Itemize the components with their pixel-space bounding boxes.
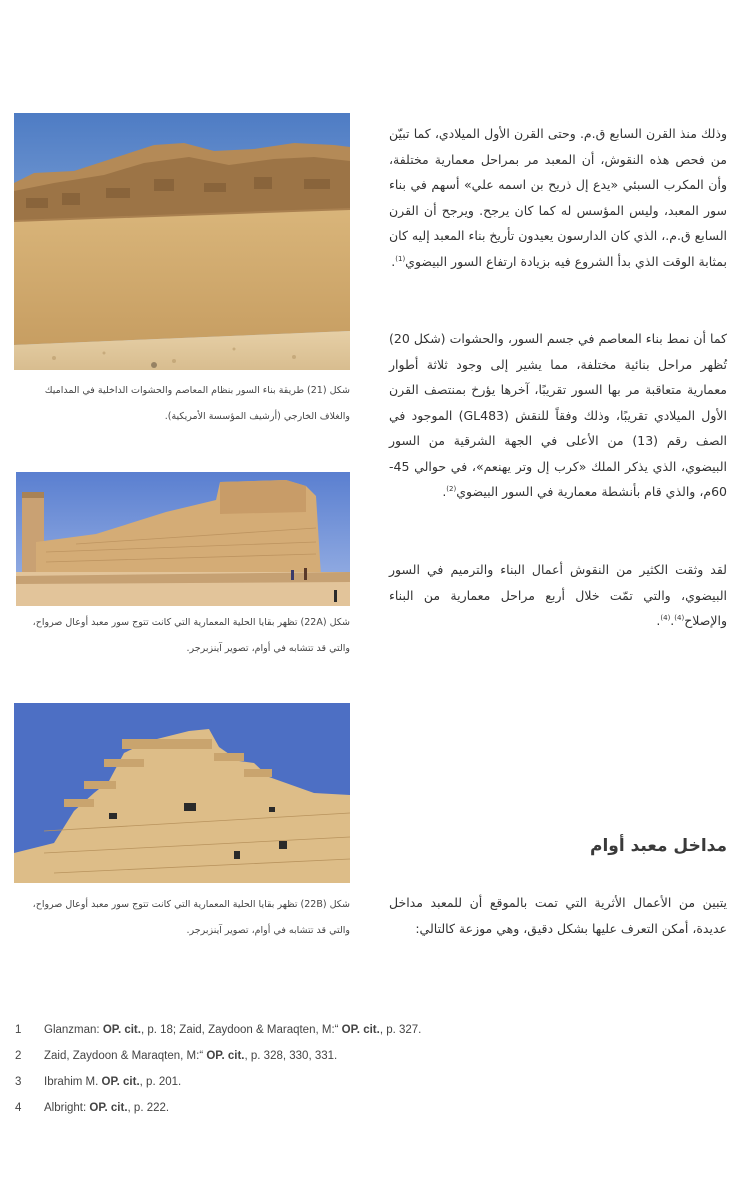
paragraph-3: [389, 557, 727, 634]
footnote-number: 3: [15, 1076, 22, 1088]
paragraph-2: [389, 326, 727, 505]
footnote-segment: Ibrahim M.: [44, 1076, 102, 1088]
footnote-number: 1: [15, 1024, 22, 1036]
paragraph-1: [389, 121, 727, 274]
paragraph-2-text: كما أن نمط بناء المعاصم في جسم السور، والحشوات (شكل 20) تُظهر مراحل بنائية مختلفة، مما يشير إلى وجود ثلاثة أطوار معمارية متعاقبة مر بها السور تقريبًا، آخرها يؤرخ بمنتصف القرن الأول الميلادي تقريبًا، وذلك وفقاً للنقش (GL483) الموجود في الصف رقم (13) من الأعلى في الجهة الشرقية من السور البيضوي، الذي يذكر الملك «كرب إل وتر يهنعم»، في حوالي 45-60م، والذي قام بأنشطة معمارية في السور البيضوي: [389, 331, 728, 499]
paragraph-2-end: .: [442, 484, 447, 499]
footnote-segment: , p. 222.: [127, 1102, 170, 1114]
footnote-segment: Glanzman:: [44, 1024, 103, 1036]
citation-abbrev: OP. cit.: [102, 1024, 141, 1036]
footnote-ref-3[interactable]: (4): [674, 613, 685, 622]
figure-22a-caption: شكل (22A) تظهر بقايا الحلية المعمارية التي كانت تتوج سور معبد أوعال صرواح، والتي قد تتشابه في أوام، تصوير آينزبرجر.: [32, 617, 350, 654]
footnote-item: [0, 1096, 750, 1122]
figure-22a-photo: [16, 472, 350, 606]
paragraph-1-end: .: [391, 253, 396, 269]
temple-wall-image: [16, 472, 350, 606]
paragraph-3-text-a: لقد وثقت الكثير من النقوش أعمال البناء والترميم في السور البيضوي، والتي تمّت خلال أربع مراحل معمارية من البناء والإصلاح: [389, 562, 727, 628]
footnote-number: 2: [15, 1050, 22, 1062]
footnote-segment: , p. 327.: [379, 1024, 422, 1036]
footnotes: [0, 1018, 750, 1122]
section-heading: مداخل معبد أوام: [590, 836, 727, 856]
footnote-text: [44, 1102, 169, 1114]
footnote-segment: Albright:: [44, 1102, 90, 1114]
footnote-segment: , p. 201.: [139, 1076, 182, 1088]
paragraph-1-text: وذلك منذ القرن السابع ق.م. وحتى القرن الأول الميلادي، كما تبيّن من فحص هذه النقوش، أن المعبد مر بمراحل معمارية مختلفة، وأن المكرب السبئي «يدع إل ذريح بن اسمه علي» أسهم في بناء سور المعبد، وليس المؤسس له كما كان يرجح. ويرجح أن القرن السابع ق.م.، الذي كان الدارسون يعيدون تأريخ بناء المعبد إليه كان بمثابة الوقت الذي بدأ الشروع فيه بزيادة ارتفاع السور البيضوي: [389, 126, 727, 269]
paragraph-3-text-b: .: [670, 613, 675, 628]
footnote-ref-4[interactable]: (4): [660, 613, 671, 622]
figure-22b-photo: [14, 703, 350, 883]
footnote-item: [0, 1070, 750, 1096]
paragraph-3-end: .: [656, 613, 661, 628]
paragraph-4-text: يتبين من الأعمال الأثرية التي تمت بالموقع أن للمعبد مداخل عديدة، أمكن التعرف عليها بشكل دقيق، وهي موزعة كالتالي:: [389, 895, 727, 936]
figure-22b-caption: شكل (22B) تظهر بقايا الحلية المعمارية التي كانت تتوج سور معبد أوعال صرواح، والتي قد تتشابه في أوام، تصوير آينزبرجر.: [32, 899, 350, 936]
footnote-text: [44, 1050, 337, 1062]
citation-abbrev: OP. cit.: [101, 1076, 140, 1088]
figure-21-caption: شكل (21) طريقة بناء السور بنظام المعاصم والحشوات الداخلية في المداميك والغلاف الخارجي (أرشيف المؤسسة الأمريكية).: [44, 385, 350, 422]
footnote-number: 4: [15, 1102, 22, 1114]
footnote-segment: , p. 18; Zaid, Zaydoon & Maraqten, M:“: [140, 1024, 342, 1036]
footnote-item: [0, 1018, 750, 1044]
citation-abbrev: OP. cit.: [341, 1024, 380, 1036]
citation-abbrev: OP. cit.: [206, 1050, 245, 1062]
wall-photo-image: [14, 113, 350, 370]
citation-abbrev: OP. cit.: [89, 1102, 128, 1114]
footnote-segment: , p. 328, 330, 331.: [244, 1050, 338, 1062]
footnote-ref-1[interactable]: (1): [395, 254, 406, 263]
footnote-text: [44, 1024, 421, 1036]
figure-21-photo: [14, 113, 350, 370]
footnote-item: [0, 1044, 750, 1070]
stepped-parapet-image: [14, 703, 350, 883]
footnote-text: [44, 1076, 181, 1088]
paragraph-4: [389, 890, 727, 941]
footnote-segment: Zaid, Zaydoon & Maraqten, M:“: [44, 1050, 207, 1062]
footnote-ref-2[interactable]: (2): [446, 484, 457, 493]
